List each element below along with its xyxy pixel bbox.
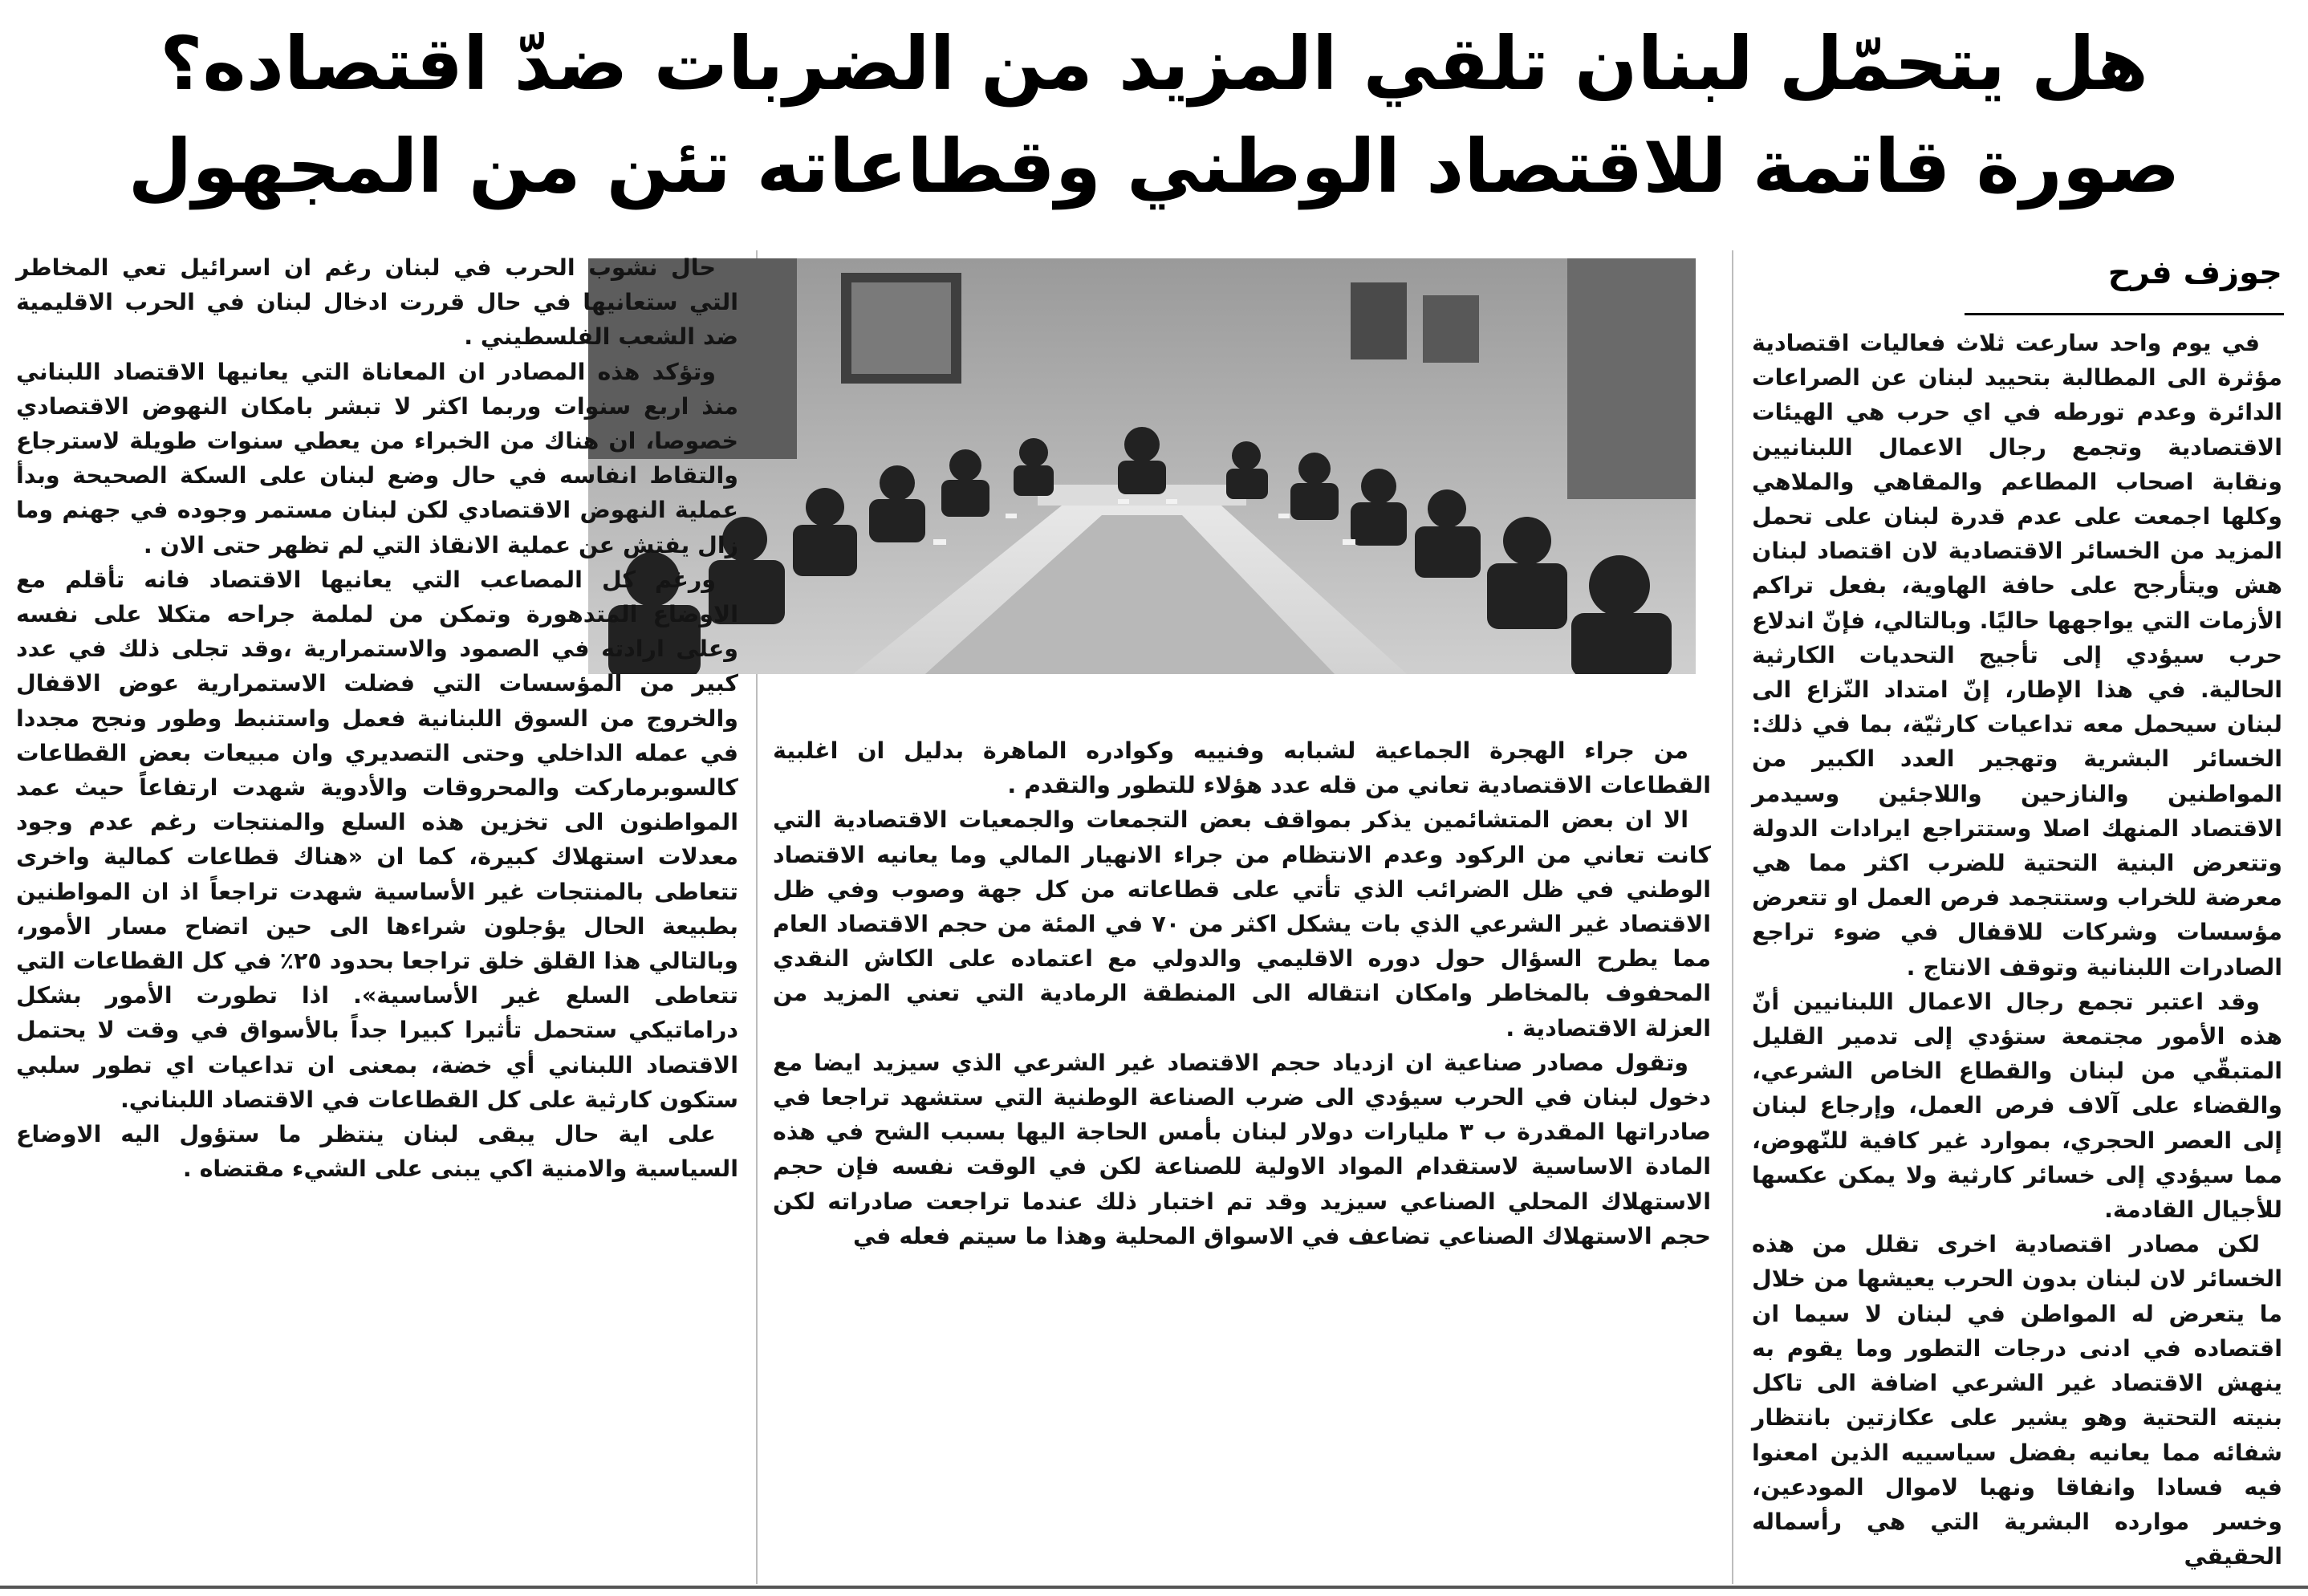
byline-author: جوزف فرح xyxy=(2107,254,2282,291)
page-bottom-rule xyxy=(0,1586,2308,1589)
byline-underline xyxy=(1965,313,2284,315)
paragraph: حال نشوب الحرب في لبنان رغم ان اسرائيل تعي المخاطر التي ستعانيها في حال قررت ادخال لبنان في الحرب الاقليمية ضد الشعب الفلسطيني . xyxy=(16,254,738,351)
paragraph: الا ان بعض المتشائمين يذكر بمواقف بعض التجمعات والجمعيات الاقتصادية التي كانت تعاني من الركود وعدم الانتظام من جراء الانهيار المالي وما يعانيه الاقتصاد الوطني في ظل الضرائب الذي تأتي على قطاعاته من كل جهة وصوب وفي ظل الاقتصاد غير الشرعي الذي بات يشكل اكثر من ٧٠ في المئة من حجم الاقتصاد العام مما يطرح السؤال حول دوره الاقليمي والدولي مع اعتماده على الكاش النقدي المحفوف بالمخاطر وامكان انتقاله الى المنطقة الرمادية التي تعني المزيد من العزلة الاقتصادية . xyxy=(773,806,1711,1042)
column-divider xyxy=(1732,250,1733,1584)
headline-line-2: صورة قاتمة للاقتصاد الوطني وقطاعاته تئن من المجهول xyxy=(128,124,2180,209)
paragraph: من جراء الهجرة الجماعية لشبابه وفنييه وكوادره الماهرة بدليل ان اغلبية القطاعات الاقتصادية تعاني من قله عدد هؤلاء للتطور والتقدم . xyxy=(773,737,1711,799)
paragraph: وتقول مصادر صناعية ان ازدياد حجم الاقتصاد غير الشرعي الذي سيزيد ايضا مع دخول لبنان في الحرب سيؤدي الى ضرب الصناعة الوطنية التي ستشهد تراجعا في صادراتها المقدرة ب ٣ مليارات دولار لبنان بأمس الحاجة اليها بسبب الشح في هذه المادة الاساسية لاستقدام المواد الاولية للصناعة لكن في الوقت نفسه فإن حجم الاستهلاك المحلي الصناعي سيزيد وقد تم اختبار ذلك عندما تراجعت صادراته لكن حجم الاستهلاك الصناعي تضاعف في الاسواق المحلية وهذا ما سيتم فعله في xyxy=(773,1049,1711,1249)
paragraph: وتؤكد هذه المصادر ان المعاناة التي يعانيها الاقتصاد اللبناني منذ اربع سنوات وربما اكثر لا تبشر بامكان النهوض الاقتصادي خصوصا، ان هناك من الخبراء من يعطي سنوات طويلة لاسترجاع والتقاط انفاسه في حال وضع لبنان على السكة الصحيحة وبدأ عملية النهوض الاقتصادي لكن لبنان مستمر وجوده في جهنم وما زال يفتش عن عملية الانقاذ التي لم تظهر حتى الان . xyxy=(16,358,738,558)
paragraph: على اية حال يبقى لبنان ينتظر ما ستؤول اليه الاوضاع السياسية والامنية اكي يبنى على الشيء مقتضاه . xyxy=(16,1121,738,1183)
article-column-middle xyxy=(773,733,1711,1253)
meeting-photo xyxy=(588,258,1696,674)
article-column-left xyxy=(16,250,738,1186)
paragraph: في يوم واحد سارعت ثلاث فعاليات اقتصادية مؤثرة الى المطالبة بتحييد لبنان عن الصراعات الدائرة وعدم تورطه في اي حرب هي الهيئات الاقتصادية وتجمع رجال الاعمال اللبنانيين ونقابة اصحاب المطاعم والمقاهي والملاهي وكلها اجمعت على عدم قدرة لبنان على تحمل المزيد من الخسائر الاقتصادية لان اقتصاد لبنان هش ويتأرجح على حافة الهاوية، بفعل تراكم الأزمات التي يواجهها حاليًا. وبالتالي، فإنّ اندلاع حرب سيؤدي إلى تأجيج التحديات الكارثية الحالية. في هذا الإطار، إنّ امتداد النّزاع الى لبنان سيحمل معه تداعيات كارثيّة، بما في ذلك: الخسائر البشرية وتهجير العدد الكبير من المواطنين والنازحين واللاجئين وسيدمر الاقتصاد المنهك اصلا وستتراجع ايرادات الدولة وتتعرض البنية التحتية للضرب اكثر مما هي معرضة للخراب وستتجمد فرص العمل او تتعرض مؤسسات وشركات للاقفال في ضوء تراجع الصادرات اللبنانية وتوقف الانتاج . xyxy=(1752,330,2282,981)
article-column-right xyxy=(1752,326,2282,1574)
paragraph: وقد اعتبر تجمع رجال الاعمال اللبنانيين أنّ هذه الأمور مجتمعة ستؤدي إلى تدمير القليل المتبقّي من لبنان والقطاع الخاص الشرعي، والقضاء على آلاف فرص العمل، وإرجاع لبنان إلى العصر الحجري، بموارد غير كافية للنّهوض، مما سيؤدي إلى خسائر كارثية ولا يمكن عكسها للأجيال القادمة. xyxy=(1752,988,2282,1224)
meeting-photo-icon xyxy=(588,258,1696,674)
paragraph: ورغم كل المصاعب التي يعانيها الاقتصاد فانه تأقلم مع الاوضاع المتدهورة وتمكن من لملمة جراحه متكلا على نفسه وعلى ارادته في الصمود والاستمرارية ،وقد تجلى ذلك في عدد كبير من المؤسسات التي فضلت الاستمرارية عوض الاقفال والخروج من السوق اللبنانية فعمل واستنبط وطور ونجح مجددا في عمله الداخلي وحتى التصديري وان مبيعات بعض القطاعات كالسوبرماركت والمحروقات والأدوية شهدت ارتفاعاً حيث عمد المواطنون الى تخزين هذه السلع والمنتجات رغم عدم وجود معدلات استهلاك كبيرة، كما ان «هناك قطاعات كمالية واخرى تتعاطى بالمنتجات غير الأساسية شهدت تراجعاً اذ ان المواطنين بطبيعة الحال يؤجلون شراءها الى حين اتضاح مسار الأمور، وبالتالي هذا القلق خلق تراجعا بحدود ٢٥٪ في كل القطاعات التي تتعاطى السلع غير الأساسية». اذا تطورت الأمور بشكل دراماتيكي ستحمل تأثيرا كبيرا جداً بالأسواق في وقت لا يحتمل الاقتصاد اللبناني أي خضة، بمعنى ان تداعيات اي تطور سلبي ستكون كارثية على كل القطاعات في الاقتصاد اللبناني. xyxy=(16,566,738,1113)
paragraph: لكن مصادر اقتصادية اخرى تقلل من هذه الخسائر لان لبنان بدون الحرب يعيشها من خلال ما يتعرض له المواطن في لبنان لا سيما ان اقتصاده في ادنى درجات التطور وما يقوم به ينهش الاقتصاد غير الشرعي اضافة الى تاكل بنيته التحتية وهو يشير على عكازتين بانتظار شفائه مما يعانيه بفضل سياسييه الذين امعنوا فيه فسادا وانفاقا ونهبا لاموال المودعين، وخسر موارده البشرية التي هي رأسماله الحقيقي xyxy=(1752,1231,2282,1570)
headline-line-1: هل يتحمّل لبنان تلقي المزيد من الضربات ضدّ اقتصاده؟ xyxy=(160,21,2148,107)
